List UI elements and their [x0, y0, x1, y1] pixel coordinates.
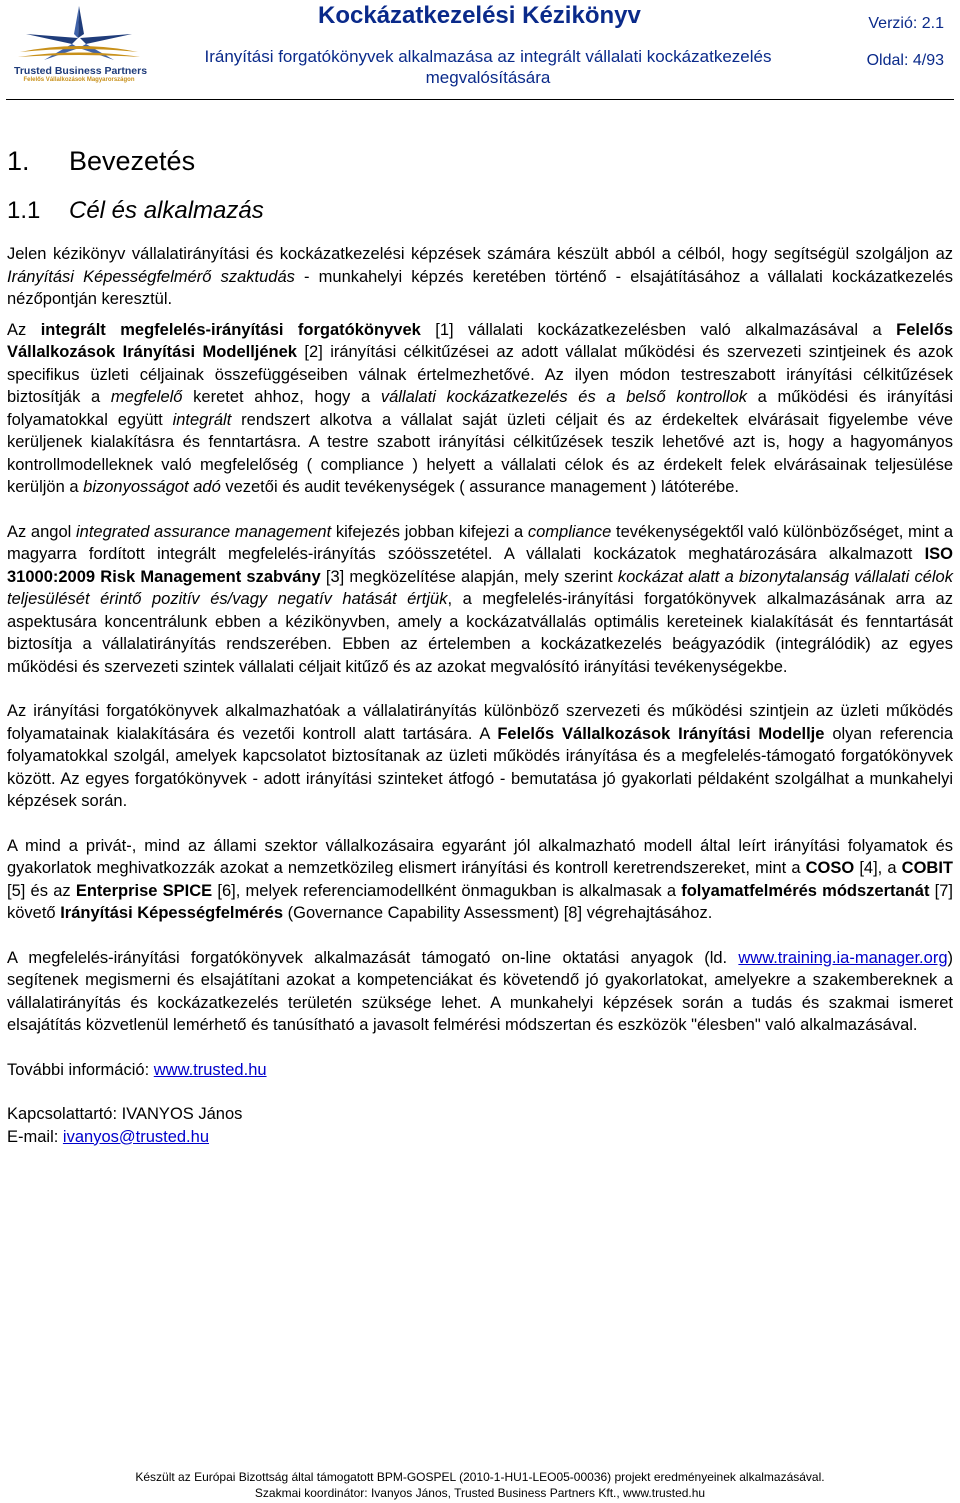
text-run: [6], melyek referenciamodellként önmagukban is alkalmasak a — [212, 881, 682, 900]
text-run: Az angol — [7, 522, 76, 541]
contact-block — [7, 1103, 953, 1148]
bold-text: folyamatfelmérés módszertanát — [681, 881, 930, 900]
bold-text: ISO 31000:2009 Risk Management szabvány — [7, 545, 953, 586]
bold-text: COBIT — [901, 859, 953, 877]
paragraph-1 — [7, 243, 953, 311]
logo-brand-text: Trusted Business Partners — [14, 65, 148, 77]
text-run: ) segítenek megismerni és elsajátítani azokat a kompetenciákat és követendő jó gyakorlatokat, amelyekre a szakembereknek a vállalatirányítás és kockázatkezelés területén szüksége lehet. A munkahelyi képzések során a tudás és szakmai ismeret elsajátítás közvetlenül lemérhető és tanúsítható a javasolt felmérési módszertan és eszközök "élesben" való alkalmazásával. — [7, 948, 953, 1034]
bold-text: Felelős Vállalkozások Irányítási Modellje — [497, 724, 825, 743]
page-header — [0, 0, 960, 100]
page-number: Oldal: 4/93 — [866, 52, 944, 69]
text-run: Jelen kézikönyv vállalatirányítási és kockázatkezelési képzések számára készült abból a célból, hogy segítségül szolgáljon az — [7, 245, 953, 263]
italic-text: bizonyosságot adó — [83, 478, 221, 496]
email-link[interactable]: ivanyos@trusted.hu — [62, 1127, 209, 1146]
header-divider — [6, 99, 954, 100]
version-label: Verzió: 2.1 — [868, 15, 944, 32]
chapter-title: Bevezetés — [69, 146, 196, 176]
section-number: 1.1 — [7, 197, 41, 224]
contact-person: Kapcsolattartó: IVANYOS János — [7, 1105, 243, 1123]
training-link[interactable]: www.training.ia-manager.org — [738, 948, 948, 967]
text-run: Az — [7, 320, 41, 339]
text-run: [2] irányítási célkitűzései az adott vállalat működési és szervezeti szintjeinek és azok specifikus üzleti céljainak összefüggéseiben válnak értelmezhetővé. Az ilyen módon testreszabott irányítási célkitűzések biztosítják a — [7, 343, 953, 406]
italic-text: integrált — [172, 410, 232, 429]
bold-text: Felelős Vállalkozások Irányítási Modelljének — [7, 320, 953, 361]
text-run: [1] vállalati kockázatkezelésben való alkalmazásával a — [420, 320, 897, 339]
footer-line-2: Szakmai koordinátor: Ivanyos János, Trusted Business Partners Kft., www.trusted.hu — [254, 1486, 706, 1500]
paragraph-4 — [7, 700, 953, 813]
italic-text: kockázat alatt a bizonytalanság vállalati célok teljesülését érintő pozitív és/vagy negatív hatását értjük — [7, 567, 953, 608]
text-run: Az irányítási forgatókönyvek alkalmazhatóak a vállalatirányítás különböző szervezeti és működési szintjein az üzleti működés folyamatainak kialakítására és vezetői kontroll alatt tartására. A — [7, 702, 953, 743]
italic-text: integrated assurance management — [75, 522, 332, 541]
star-logo-icon — [14, 4, 144, 64]
text-run: [5] és az — [7, 881, 76, 900]
chapter-heading — [7, 146, 953, 177]
trusted-website-link[interactable]: www.trusted.hu — [153, 1060, 267, 1079]
text-run: [4], a — [854, 859, 902, 877]
email-label: E-mail: — [7, 1127, 63, 1146]
page-footer — [0, 1469, 960, 1501]
bold-text: Enterprise SPICE — [75, 881, 213, 900]
company-logo — [14, 4, 148, 94]
footer-line-1: Készült az Európai Bizottság által támogatott BPM-GOSPEL (2010-1-HU1-LEO05-00036) projekt eredményeinek alkalmazásával. — [135, 1470, 825, 1484]
paragraph-6 — [7, 947, 953, 1037]
text-run: olyan referencia folyamatokkal szolgál, amelyek kapcsolatot biztosítanak az üzleti működés irányítása és a megfelelés-támogató forgatókönyvek között. Az egyes forgatókönyvek - adott irányítási szinteket átfogó - bemutatása jó gyakorlati példaként szolgálhat a munkahelyi képzések során. — [7, 724, 953, 810]
document-subtitle: Irányítási forgatókönyvek alkalmazása az integrált vállalati kockázatkezelés megvalósítására — [204, 47, 772, 87]
text-run: (Governance Capability Assessment) [8] végrehajtásához. — [283, 904, 713, 922]
contact-email-line — [7, 1126, 953, 1149]
paragraph-3 — [7, 521, 953, 679]
italic-text: vállalati kockázatkezelés és a belső kontrollok — [380, 388, 747, 406]
text-run: A megfelelés-irányítási forgatókönyvek alkalmazását támogató on-line oktatási anyagok (ld. — [7, 948, 739, 967]
bold-text: Irányítási Képességfelmérés — [60, 904, 284, 922]
text-run: [7] követő — [7, 881, 954, 922]
section-title: Cél és alkalmazás — [69, 197, 264, 224]
section-heading — [7, 197, 953, 225]
paragraph-2 — [7, 319, 953, 499]
bold-text: integrált megfelelés-irányítási forgatókönyvek — [40, 320, 421, 339]
text-run: , a megfelelés-irányítási forgatókönyvek alkalmazásának arra az aspektusára koncentrálunk ebben a kézikönyvben, amely a kockázatvállalás optimális kereteinek kialakítását és fenntartását biztosítja a vállalatirányítás rendszerében. Ebben az értelemben a kockázatkezelés beágyazódik (integrálódik) az egyes működési és szervezeti szintek vállalati céljait kitűző és az azokat megvalósító irányítási tevékenységekbe. — [7, 590, 953, 676]
logo-tagline: Felelős Vállalkozások Magyarországon — [23, 77, 135, 83]
text-run: A mind a privát-, mind az állami szektor vállalkozásaira egyaránt jól alkalmazható modell által leírt irányítási folyamatok és gyakorlatok meghivatkozzák azokat a nemzetközileg elismert irányítási és kontroll keretrendszereket, mint a — [7, 836, 953, 877]
more-info-label: További információ: — [7, 1060, 154, 1079]
bold-text: COSO — [805, 859, 855, 877]
text-run: - munkahelyi képzés keretében történő - elsajátításához a vállalati kockázatkezelés nézőpontján keresztül. — [7, 267, 953, 308]
paragraph-5 — [7, 835, 953, 925]
document-title: Kockázatkezelési Kézikönyv — [318, 2, 641, 29]
document-body — [7, 140, 953, 1148]
text-run: kifejezés jobban kifejezi a — [331, 522, 528, 541]
italic-text: megfelelő — [110, 388, 183, 406]
italic-text: Irányítási Képességfelmérő szaktudás — [7, 267, 295, 286]
text-run: a működési és irányítási folyamatokkal együtt — [7, 388, 953, 429]
text-run: rendszert alkotva a vállalat saját üzleti céljait és az érdekeltek elvárásait figyelembe véve kerüljenek kialakításra és fenntartásra. A testre szabott irányítási célkitűzések teszik lehetővé azt is, hogy a hagyományos kontrollmodelleknek való megfelelőség ( compliance ) helyett a vállalati célok és az érdekelt felek elvárásainak teljesülése kerüljön a — [7, 410, 953, 496]
text-run: tevékenységektől való különbözőséget, mint a magyarra fordított integrált megfelelés-irányítás szóösszetétel. A vállalati kockázatok meghatározására alkalmazott — [7, 522, 953, 563]
chapter-number: 1. — [7, 146, 30, 176]
text-run: [3] megközelítése alapján, mely szerint — [320, 567, 618, 586]
more-info-line — [7, 1059, 953, 1082]
italic-text: compliance — [527, 522, 612, 541]
text-run: vezetői és audit tevékenységek ( assurance management ) látóterébe. — [220, 478, 739, 496]
text-run: keretet ahhoz, hogy a — [182, 388, 381, 406]
